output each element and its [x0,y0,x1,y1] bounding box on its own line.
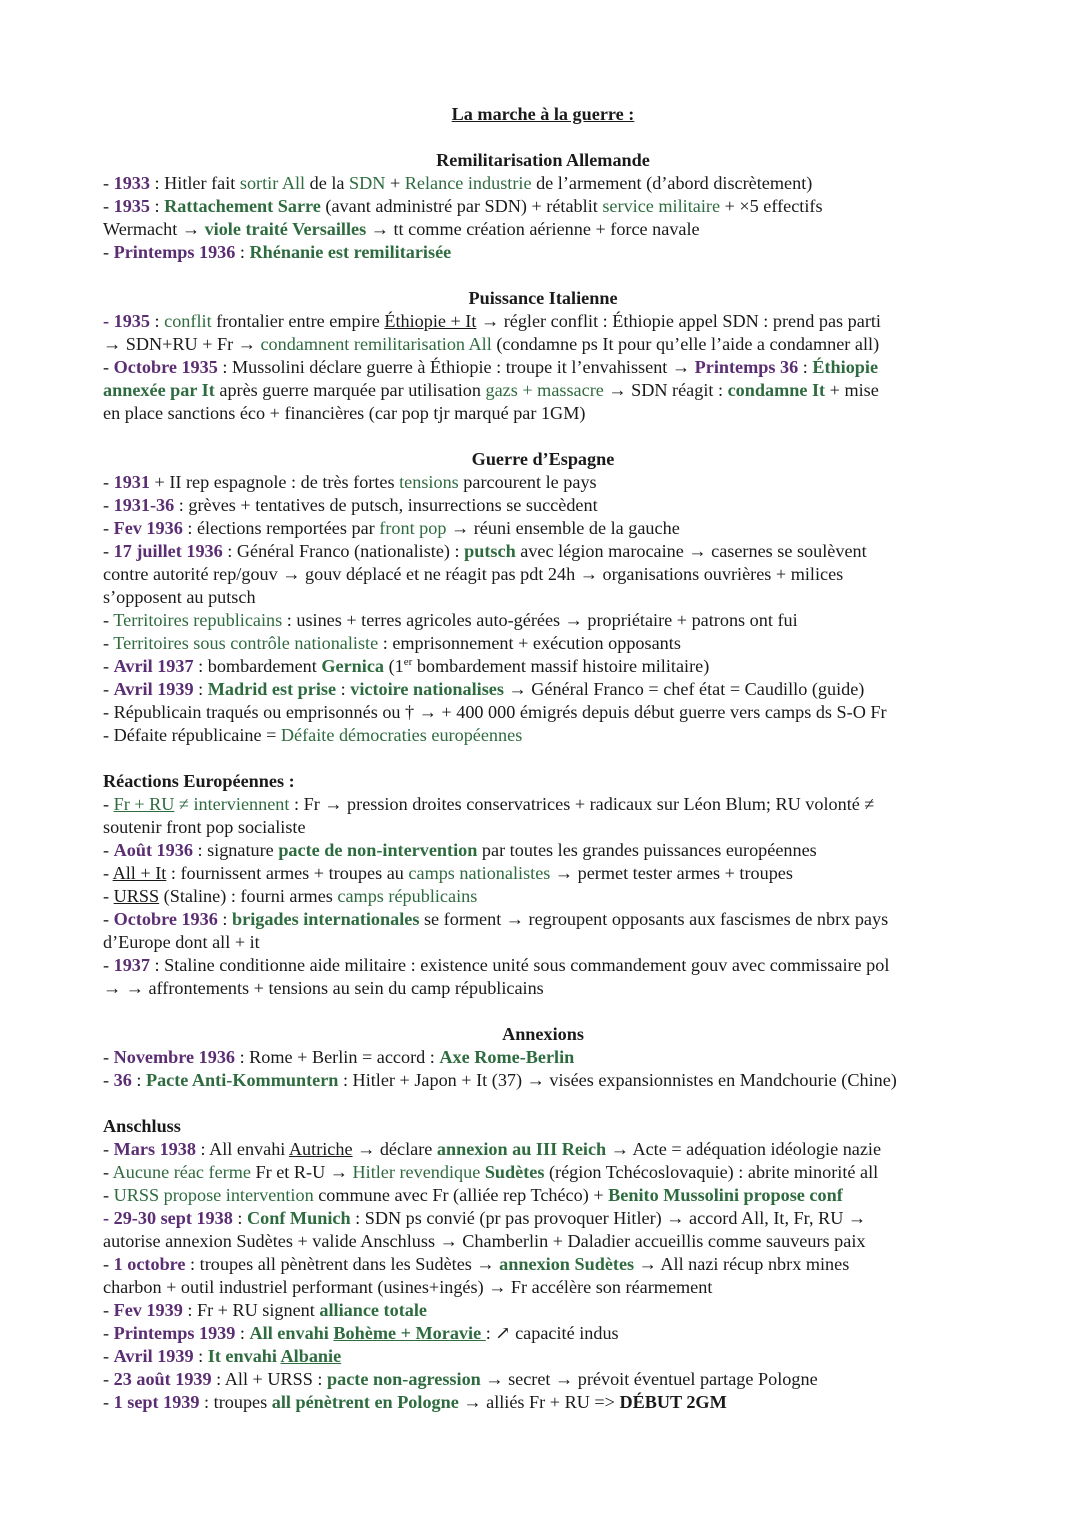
text-run: brigades internationales [232,909,420,929]
text-line [103,1138,983,1161]
text-run: pacte de non-intervention [278,840,478,860]
text-run: Rattachement Sarre [164,196,321,216]
spacer [103,1092,983,1115]
text-line [103,1391,983,1414]
text-run: All envahi [249,1323,334,1343]
text-run: camps nationalistes [408,863,551,883]
text-run: (condamne ps It pour qu’elle l’aide a condamner all) [491,334,880,354]
text-run: en place sanctions éco + financières (car pop tjr marqué par 1GM) [103,403,586,423]
text-run: Fr + RU [113,794,175,814]
text-run: : emprisonnement + exécution opposants [378,633,681,653]
text-run: : [235,242,250,262]
text-line [103,402,983,425]
text-run: d’Europe dont all + it [103,932,260,952]
text-line [103,655,983,678]
text-line [103,471,983,494]
text-line [103,862,983,885]
text-run: : bombardement [193,656,322,676]
text-run: charbon + outil industriel performant (usines+ingés) → Fr accélère son réarmement [103,1277,713,1297]
text-run: - [103,1047,114,1067]
text-line [103,195,983,218]
text-run: (région Tchécoslovaquie) : abrite minorité all [544,1162,879,1182]
section-heading: Remilitarisation Allemande [436,150,650,170]
text-run: DÉBUT 2GM [619,1392,727,1412]
text-run: : troupes [199,1392,272,1412]
text-run: après guerre marquée par utilisation [214,380,486,400]
text-run: service militaire [602,196,721,216]
text-run: 36 [113,1070,132,1090]
text-run: Hitler revendique [352,1162,481,1182]
section [103,1115,983,1414]
text-run: Aucune réac ferme [112,1162,251,1182]
text-run: 1933 [113,173,150,193]
text-run: 17 juillet 1936 [113,541,223,561]
text-run: avec légion marocaine → casernes se soulèvent [515,541,867,561]
text-run: SDN [349,173,386,193]
text-run: Novembre 1936 [113,1047,236,1067]
text-run: Territoires sous contrôle nationaliste [113,633,379,653]
section [103,149,983,264]
text-run: Octobre 1936 [113,909,218,929]
text-run: - [103,909,114,929]
text-line [103,724,983,747]
text-run: - Républicain traqués ou emprisonnés ou † → + 400 000 émigrés depuis début guerre vers camps ds S-O Fr [103,702,887,722]
text-run: → Acte = adéquation idéologie nazie [606,1139,882,1159]
text-run: - [103,495,114,515]
text-run: URSS [113,886,160,906]
text-run: alliance totale [319,1300,427,1320]
text-run: annexion au III Reich [436,1139,607,1159]
text-run: Bohème + Moravie [333,1323,486,1343]
text-run: Madrid est prise [207,679,337,699]
text-run: s’opposent au putsch [103,587,256,607]
text-run: - 1935 [103,311,150,331]
text-run: - [103,472,114,492]
text-line [103,1184,983,1207]
text-line [103,885,983,908]
text-run: - [103,794,114,814]
text-line [103,379,983,402]
text-run: condamnent remilitarisation All [260,334,492,354]
text-run: 23 août 1939 [113,1369,212,1389]
text-run: Sudètes [484,1162,545,1182]
text-run: conflit [164,311,212,331]
text-run: - [103,679,114,699]
text-run: - [103,518,114,538]
text-run: Printemps 1936 [113,242,236,262]
text-run: Axe Rome-Berlin [439,1047,575,1067]
text-run: - [103,242,114,262]
section-heading: Réactions Européennes : [103,771,295,791]
spacer [103,425,983,448]
text-run: de la [305,173,350,193]
text-run: → réuni ensemble de la gauche [446,518,680,538]
text-run: It envahi [207,1346,281,1366]
text-run: annexion Sudètes [499,1254,635,1274]
text-run: Wermacht → [103,219,205,239]
text-run: + ×5 effectifs [720,196,823,216]
text-run: : [149,311,165,331]
text-run: Éthiopie + It [384,311,477,331]
text-run: - [103,541,114,561]
spacer [103,747,983,770]
text-run: : All + URSS : [211,1369,328,1389]
text-line [103,1253,983,1276]
section-heading: Puissance Italienne [468,288,618,308]
text-run: : [149,196,165,216]
section [103,770,983,1000]
text-run: → permet tester armes + troupes [550,863,793,883]
text-line [103,586,983,609]
text-run: → → affrontements + tensions au sein du camp républicains [103,978,544,998]
text-line [103,517,983,540]
text-run: - [103,1300,114,1320]
text-run: - 29-30 sept 1938 [103,1208,233,1228]
text-run: - [103,1254,114,1274]
text-line [103,931,983,954]
text-run: - [103,656,114,676]
text-run: viole traité Versailles [204,219,367,239]
text-run: → déclare [352,1139,437,1159]
text-run: + mise [825,380,879,400]
text-run: Avril 1937 [113,656,194,676]
text-run: - [103,196,114,216]
document [103,103,983,1414]
text-run: Fev 1936 [113,518,183,538]
text-run: pacte non-agression [327,1369,481,1389]
text-run: victoire nationalises [350,679,504,699]
section [103,287,983,425]
text-line [103,632,983,655]
text-run: Relance industrie [404,173,532,193]
text-line [103,1368,983,1391]
text-run: : usines + terres agricoles auto-gérées → propriétaire + patrons ont fui [282,610,798,630]
text-line [103,333,983,356]
text-run: : [336,679,351,699]
text-run: : [193,1346,208,1366]
text-run: parcourent le pays [458,472,597,492]
text-line [103,701,983,724]
page-title: La marche à la guerre : [451,104,635,124]
text-run: contre autorité rep/gouv → gouv déplacé et ne réagit pas pdt 24h → organisations ouvrières + milices [103,564,844,584]
text-run: - [103,610,114,630]
text-run: : troupes all pènètrent dans les Sudètes → [185,1254,500,1274]
text-run: → SDN+RU + Fr → [103,334,261,354]
text-run: Fr et R-U → [250,1162,353,1182]
text-run: 1937 [113,955,150,975]
text-run: annexée par It [103,380,215,400]
text-run: : [131,1070,146,1090]
text-run: - [103,633,114,653]
text-run: 1931 [113,472,150,492]
text-run: condamne It [727,380,826,400]
text-line [103,310,983,333]
sections [103,149,983,1414]
text-run: - [103,1139,114,1159]
section-heading: Anschluss [103,1116,181,1136]
text-run: (avant administré par SDN) + rétablit [320,196,603,216]
text-line [103,241,983,264]
text-run: Gernica [321,656,385,676]
text-run: : Général Franco (nationaliste) : [222,541,465,561]
text-run: 1935 [113,196,150,216]
text-run: : SDN ps convié (pr pas provoquer Hitler) → accord All, It, Fr, RU → [350,1208,867,1228]
spacer [103,264,983,287]
text-run: → All nazi récup nbrx mines [634,1254,850,1274]
text-line [103,839,983,862]
section-heading: Guerre d’Espagne [471,449,615,469]
text-run: : signature [192,840,279,860]
text-run: Conf Munich [246,1208,351,1228]
text-run: - [103,1369,114,1389]
text-run: Pacte Anti-Kommuntern [145,1070,339,1090]
text-run: - [103,173,114,193]
text-run: 1 sept 1939 [113,1392,200,1412]
text-run: → SDN réagit : [603,380,728,400]
text-line [103,954,983,977]
text-run: Avril 1939 [113,679,194,699]
text-run: All + It [112,863,167,883]
text-line [103,494,983,517]
text-run: - Défaite républicaine = [103,725,281,745]
text-run: Printemps 36 [694,357,799,377]
text-run: frontalier entre empire [211,311,385,331]
text-run: : Hitler + Japon + It (37) → visées expansionnistes en Mandchourie (Chine) [338,1070,897,1090]
text-run: - [103,886,114,906]
section [103,448,983,747]
text-run: + II rep espagnole : de très fortes [149,472,400,492]
text-run: - [103,357,114,377]
text-run: : ↗ capacité indus [485,1323,619,1343]
text-run: commune avec Fr (alliée rep Tchéco) + [313,1185,609,1205]
text-run: bombardement massif histoire militaire) [412,656,710,676]
text-run: Éthiopie [812,357,879,377]
text-run: : Hitler fait [149,173,240,193]
text-run: se forment → regroupent opposants aux fascismes de nbrx pays [419,909,889,929]
text-run: 1931-36 [113,495,175,515]
text-run: : Fr → pression droites conservatrices + radicaux sur Léon Blum; RU volonté ≠ [289,794,875,814]
text-run: + [385,173,405,193]
text-run: - [103,1346,114,1366]
text-run: all pénètrent en Pologne [271,1392,459,1412]
text-line [103,1207,983,1230]
text-run: - [103,1323,114,1343]
text-line [103,816,983,839]
text-run: (1 [384,656,404,676]
text-run: - [103,1162,113,1182]
text-line [103,540,983,563]
text-line [103,1046,983,1069]
text-line [103,172,983,195]
text-line [103,218,983,241]
text-run: sortir All [239,173,306,193]
text-run: : Mussolini déclare guerre à Éthiopie : troupe it l’envahissent → [217,357,695,377]
text-run: : Rome + Berlin = accord : [235,1047,440,1067]
text-run: Autriche [288,1139,353,1159]
text-line [103,1276,983,1299]
section-heading: Annexions [502,1024,584,1044]
text-run: Avril 1939 [113,1346,194,1366]
text-line [103,1069,983,1092]
text-run: Printemps 1939 [113,1323,236,1343]
spacer [103,126,983,149]
text-run: → secret → prévoit éventuel partage Pologne [480,1369,818,1389]
text-run: Mars 1938 [113,1139,196,1159]
text-run: - [103,1185,114,1205]
text-line [103,1230,983,1253]
text-run: Territoires republicains [113,610,283,630]
text-run: → Général Franco = chef état = Caudillo (guide) [503,679,865,699]
text-run: : [235,1323,250,1343]
text-run: camps républicains [337,886,478,906]
text-run: Albanie [280,1346,342,1366]
text-run: Août 1936 [113,840,193,860]
text-run: par toutes les grandes puissances européennes [477,840,817,860]
text-run: - [103,1070,114,1090]
text-run: : [193,679,208,699]
text-run: Benito Mussolini propose conf [608,1185,843,1205]
text-line [103,609,983,632]
text-run: : [217,909,232,929]
text-run: putsch [464,541,516,561]
text-run: gazs + massacre [485,380,604,400]
text-run: de l’armement (d’abord discrètement) [531,173,813,193]
text-run: Fev 1939 [113,1300,183,1320]
text-run: front pop [379,518,447,538]
text-run: → alliés Fr + RU => [458,1392,620,1412]
text-run: → régler conflit : Éthiopie appel SDN : prend pas parti [476,311,881,331]
text-run: → tt comme création aérienne + force navale [366,219,700,239]
text-run: ≠ interviennent [174,794,290,814]
text-run: autorise annexion Sudètes + valide Anschluss → Chamberlin + Daladier accueillis comme sauveurs paix [103,1231,866,1251]
text-line [103,793,983,816]
text-run: - [103,863,113,883]
text-line [103,1299,983,1322]
text-run: Défaite démocraties européennes [280,725,523,745]
text-run: - [103,955,114,975]
text-run: : grèves + tentatives de putsch, insurrections se succèdent [174,495,598,515]
text-run: - [103,840,114,860]
text-line [103,563,983,586]
section [103,1023,983,1092]
text-line [103,678,983,701]
text-line [103,1345,983,1368]
text-line [103,356,983,379]
text-run: : Staline conditionne aide militaire : existence unité sous commandement gouv avec commissaire pol [149,955,890,975]
text-run: soutenir front pop socialiste [103,817,306,837]
text-run: : All envahi [195,1139,289,1159]
text-run: : Fr + RU signent [182,1300,320,1320]
text-run: - [103,1392,114,1412]
text-run: tensions [399,472,459,492]
text-line [103,1322,983,1345]
text-run: 1 octobre [113,1254,186,1274]
text-run: URSS propose intervention [113,1185,314,1205]
text-line [103,908,983,931]
text-run: (Staline) : fourni armes [159,886,338,906]
text-run: : élections remportées par [182,518,380,538]
text-line [103,977,983,1000]
text-run: : [232,1208,247,1228]
text-run: : [798,357,813,377]
text-run: er [403,655,413,668]
text-run: : fournissent armes + troupes au [166,863,409,883]
spacer [103,1000,983,1023]
text-run: Octobre 1935 [113,357,218,377]
text-line [103,1161,983,1184]
text-run: Rhénanie est remilitarisée [249,242,452,262]
